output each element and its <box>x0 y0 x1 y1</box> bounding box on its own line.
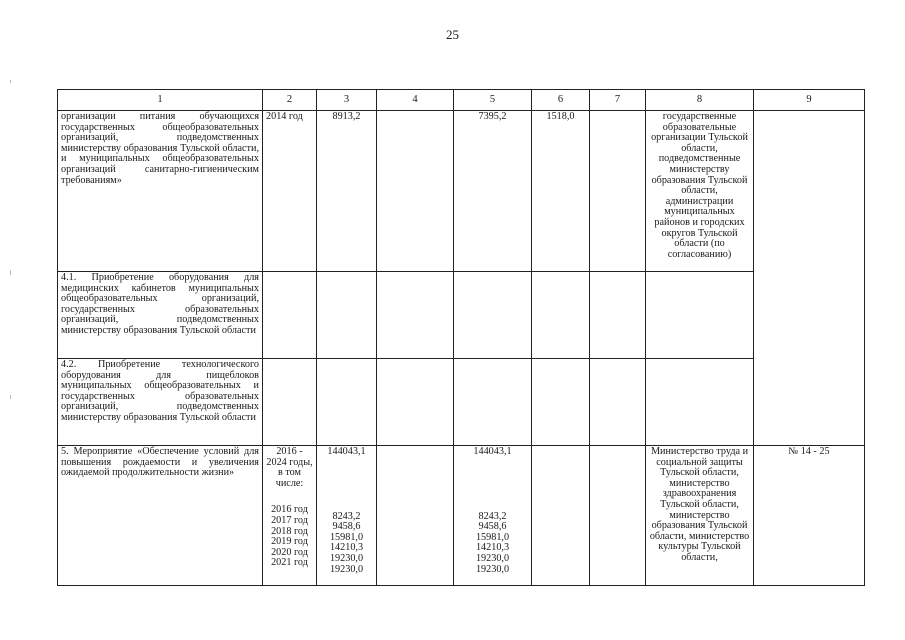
amount-cell <box>532 272 590 359</box>
year-value: 15981,0 <box>475 531 510 543</box>
total-amount <box>317 359 377 446</box>
executor-cell <box>646 359 754 446</box>
measure-description: 4.1. Приобретение оборудования для медицинских кабинетов муниципальных общеобразовательных организаций, государственных образовательных организаций, подведомственных министерству образования Тульской области <box>58 272 263 359</box>
table-row <box>58 446 865 586</box>
indicator-cell: № 14 - 25 <box>754 446 865 586</box>
amount-cell <box>454 272 532 359</box>
header-cell: 8 <box>646 90 754 111</box>
amount-cell <box>590 359 646 446</box>
year-label: 2016 год <box>271 504 308 516</box>
amount-cell <box>590 272 646 359</box>
period-cell <box>263 359 317 446</box>
amount-cell <box>377 359 454 446</box>
scan-mark <box>10 80 11 83</box>
amount-cell: 1518,0 <box>532 111 590 272</box>
amount-cell <box>454 359 532 446</box>
year-value: 9458,6 <box>332 521 361 533</box>
year-value: 19230,0 <box>329 563 364 575</box>
year-label: 2021 год <box>271 557 308 569</box>
total-value: 144043,1 <box>327 446 366 457</box>
period-cell <box>263 272 317 359</box>
indicator-cell <box>754 111 865 446</box>
year-label: 2018 год <box>271 525 308 537</box>
table-row <box>58 111 865 272</box>
year-value: 15981,0 <box>329 531 364 543</box>
year-value: 19230,0 <box>475 552 510 564</box>
total-amount <box>317 446 377 586</box>
scan-mark <box>10 270 11 275</box>
scan-mark <box>10 395 11 399</box>
amount-cell <box>377 111 454 272</box>
total-amount <box>317 272 377 359</box>
amount-cell <box>532 446 590 586</box>
amount-cell <box>590 111 646 272</box>
header-cell: 4 <box>377 90 454 111</box>
year-value: 19230,0 <box>329 552 364 564</box>
amount-cell <box>377 272 454 359</box>
amount-cell <box>377 446 454 586</box>
year-value: 8243,2 <box>332 510 361 522</box>
table-row <box>58 272 865 359</box>
header-cell: 7 <box>590 90 646 111</box>
program-table <box>57 89 865 586</box>
yearly-values <box>320 512 373 576</box>
year-label: 2017 год <box>271 514 308 526</box>
page-number: 25 <box>446 27 459 42</box>
amount-cell <box>454 446 532 586</box>
amount-cell: 7395,2 <box>454 111 532 272</box>
header-cell: 1 <box>58 90 263 111</box>
amount-cell <box>532 359 590 446</box>
header-cell: 6 <box>532 90 590 111</box>
period-cell: 2014 год <box>263 111 317 272</box>
executor-cell: Министерство труда и социальной защиты Тульской области, министерство здравоохранения Тульской области, министерство образования Тульской области, министерство культуры Тульской области, <box>646 446 754 586</box>
year-value: 14210,3 <box>329 542 364 554</box>
measure-description: 5. Мероприятие «Обеспечение условий для повышения рождаемости и увеличения ожидаемой продолжительности жизни» <box>58 446 263 586</box>
header-cell: 3 <box>317 90 377 111</box>
year-value: 19230,0 <box>475 563 510 575</box>
amount-cell <box>590 446 646 586</box>
header-cell: 2 <box>263 90 317 111</box>
period-cell <box>263 446 317 586</box>
year-list <box>266 505 313 569</box>
measure-description: 4.2. Приобретение технологического оборудования для пищеблоков муниципальных общеобразовательных и государственных образовательных организаций, подведомственных министерству образования Тульской области <box>58 359 263 446</box>
header-cell: 9 <box>754 90 865 111</box>
header-cell: 5 <box>454 90 532 111</box>
year-value: 9458,6 <box>478 521 507 533</box>
header-row <box>58 90 865 111</box>
period-range: 2016 - 2024 годы, в том числе: <box>266 446 313 489</box>
yearly-values <box>457 512 528 576</box>
year-label: 2020 год <box>271 546 308 558</box>
total-amount: 8913,2 <box>317 111 377 272</box>
total-value: 144043,1 <box>473 446 512 457</box>
year-value: 8243,2 <box>478 510 507 522</box>
year-label: 2019 год <box>271 536 308 548</box>
table-row <box>58 359 865 446</box>
executor-cell: государственные образовательные организации Тульской области, подведомственные министерству образования Тульской области, администрации муниципальных районов и городских округов Тульской области (по согласованию) <box>646 111 754 272</box>
year-value: 14210,3 <box>475 542 510 554</box>
executor-cell <box>646 272 754 359</box>
measure-description: организации питания обучающихся государственных общеобразовательных организаций, подведомственных министерству образования Тульской области, и муниципальных общеобразовательных организаций санитарно-гигиеническим требованиям» <box>58 111 263 272</box>
